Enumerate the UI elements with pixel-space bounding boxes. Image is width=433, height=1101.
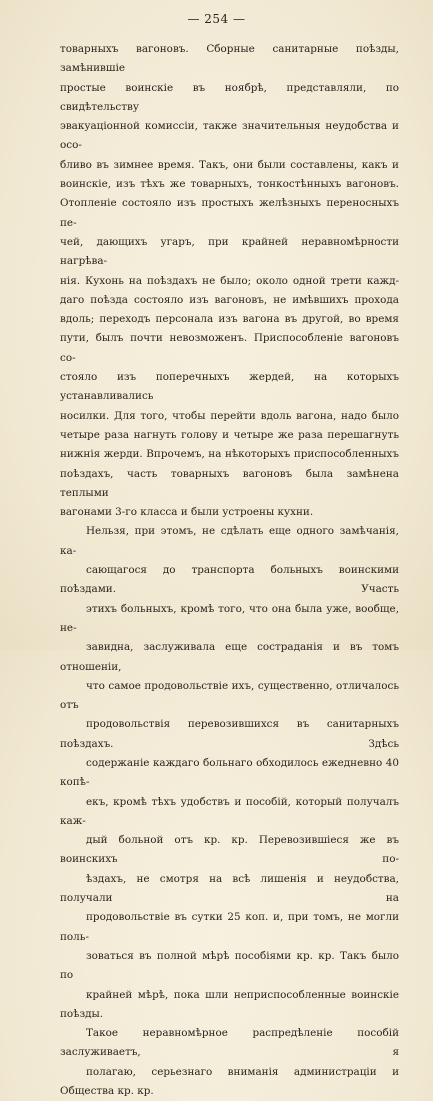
text-line: стояло изъ поперечныхъ жердей, на которыхъ устанавливались	[60, 371, 399, 403]
text-line: завидна, заслуживала еще состраданія и въ томъ отношеніи,	[60, 641, 399, 673]
text-line: зоваться въ полной мѣрѣ пособіями кр. кр. Такъ было по	[60, 949, 399, 982]
text-line: пути, былъ почти невозможенъ. Приспособленіе вагоновъ со-	[60, 332, 399, 364]
text-line: эвакуаціонной комиссіи, также значительныя неудобства и осо-	[60, 120, 399, 152]
text-line: этихъ больныхъ, кромѣ того, что она была уже, вообще, не-	[60, 602, 399, 634]
text-line: продовольствія перевозившихся въ санитарныхъ поѣздахъ. Здѣсь	[60, 718, 399, 750]
text-line: ѣздахъ, не смотря на всѣ лишенія и неудобства, получали на	[60, 872, 399, 905]
text-line: даго поѣзда состояло изъ вагоновъ, не имѣвшихъ прохода	[60, 293, 399, 306]
text-line: носилки. Для того, чтобы перейти вдоль вагона, надо было	[60, 409, 399, 422]
page-number: — 254 —	[187, 12, 246, 26]
text-line: вагонами 3-го класса и были устроены кухни.	[60, 506, 314, 519]
text-line: что самое продовольствіе ихъ, существенно, отличалось отъ	[60, 679, 399, 712]
text-line: сающагося до транспорта больныхъ воинскими поѣздами. Участь	[60, 564, 399, 596]
text-line: екъ, кромѣ тѣхъ удобствъ и пособій, который получалъ каж-	[60, 795, 399, 827]
text-line: дый больной отъ кр. кр. Перевозившіеся же въ воинскихъ по-	[60, 834, 399, 866]
text-line: Отопленіе состояло изъ простыхъ желѣзныхъ переносныхъ пе-	[60, 197, 399, 229]
text-line: поѣздахъ, часть товарныхъ вагоновъ была замѣнена теплыми	[60, 467, 399, 499]
text-line: продовольствіе въ сутки 25 коп. и, при томъ, не могли поль-	[60, 911, 399, 943]
text-line: товарныхъ вагоновъ. Сборные санитарные поѣзды, замѣнившіе	[60, 43, 399, 75]
text-line: нія. Кухонь на поѣздахъ не было; около одной трети кажд-	[60, 274, 399, 287]
text-line: нижнія жерди. Впрочемъ, на нѣкоторыхъ приспособленныхъ	[60, 448, 399, 461]
text-line: четыре раза нагнуть голову и четыре же раза перешагнуть	[60, 428, 399, 441]
text-line: воинскіе, изъ тѣхъ же товарныхъ, тонкостѣнныхъ вагоновъ.	[60, 178, 399, 191]
text-line: простые воинскіе въ ноябрѣ, представляли, по свидѣтельству	[60, 81, 399, 113]
text-line: крайней мѣрѣ, пока шли неприспособленные воинскіе поѣзды.	[60, 988, 399, 1020]
text-line: чей, дающихъ угаръ, при крайней неравномѣрности нагрѣва-	[60, 235, 399, 268]
text-line: бливо въ зимнее время. Такъ, они были составлены, какъ и	[60, 158, 399, 171]
text-line: полагаю, серьезнаго вниманія администраціи и Общества кр. кр.	[60, 1065, 399, 1098]
text-line: Такое неравномѣрное распредѣленіе пособій заслуживаетъ, я	[60, 1027, 399, 1059]
paragraph	[60, 40, 399, 522]
paragraph	[60, 522, 399, 1101]
text-line: вдоль; переходъ персонала изъ вагона въ другой, во время	[60, 313, 399, 326]
text-line: содержаніе каждаго больнаго обходилось ежедневно 40 копѣ-	[60, 756, 399, 789]
body-text	[60, 40, 399, 1101]
text-line: Нельзя, при этомъ, не сдѣлать еще одного замѣчанія, ка-	[60, 525, 399, 557]
